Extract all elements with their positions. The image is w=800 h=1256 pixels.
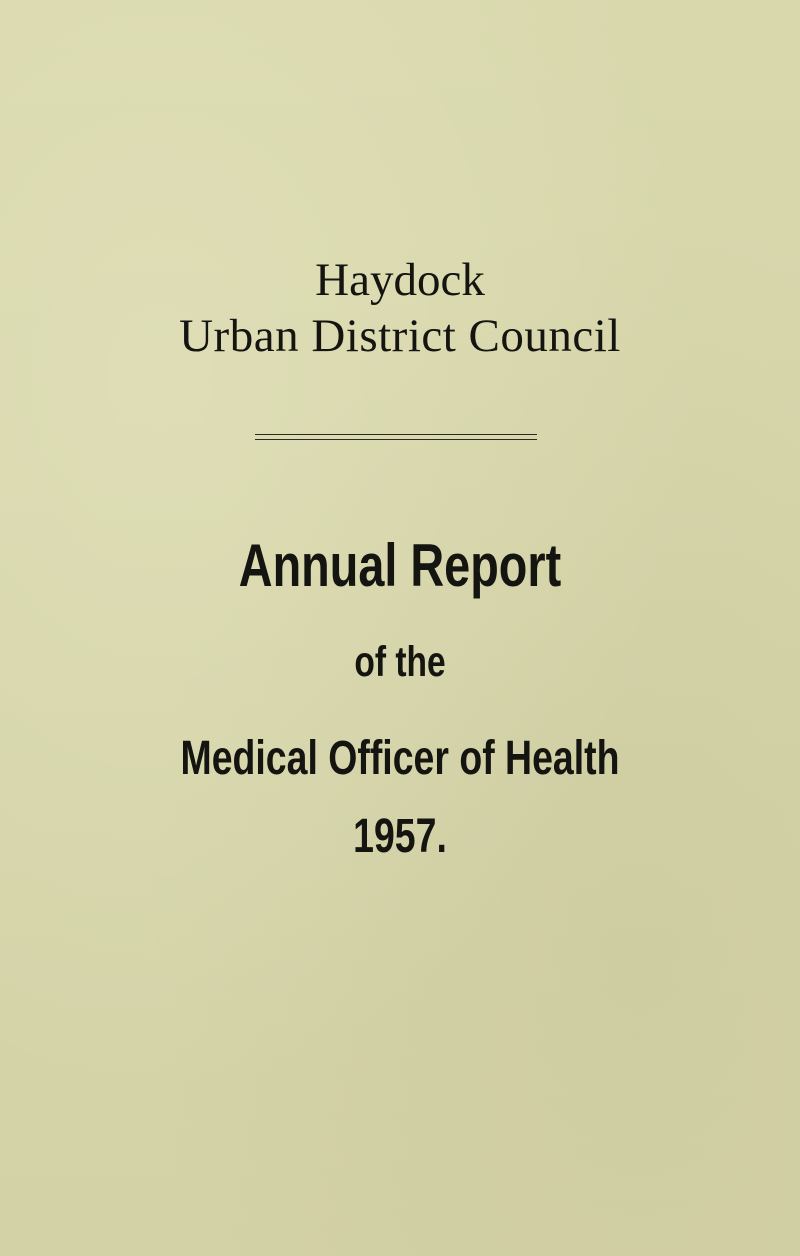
council-name-line-1: Haydock [315,254,485,306]
double-rule-divider [255,434,537,440]
report-year: 1957. [353,810,447,863]
council-name-line-2: Urban District Council [179,310,621,362]
report-subject: Medical Officer of Health [180,732,620,785]
report-title: Annual Report [238,532,562,599]
report-title-connector: of the [354,638,446,686]
